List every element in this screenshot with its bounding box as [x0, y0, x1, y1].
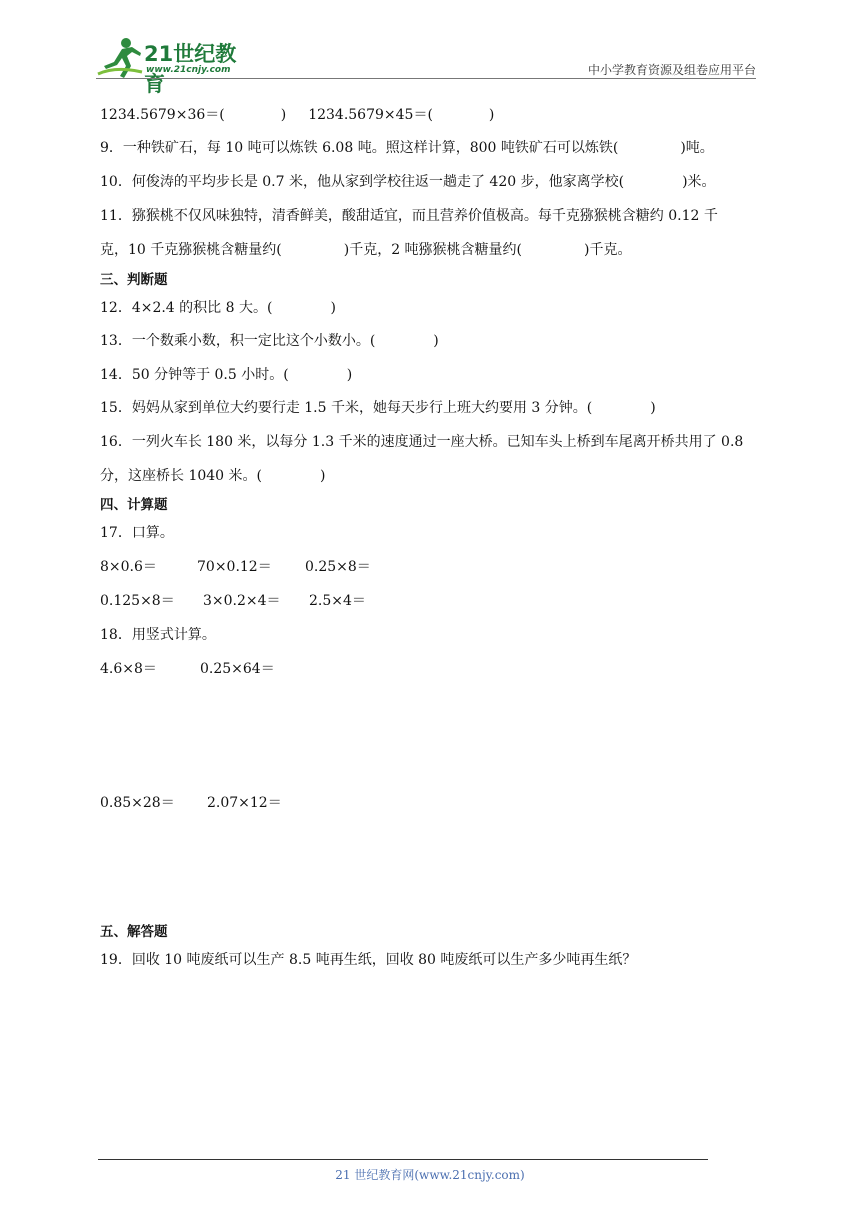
question-13: [100, 331, 439, 351]
oral-calc-item: 70×0.12＝: [197, 559, 272, 575]
paren-close: ): [488, 107, 495, 123]
question-14: [100, 365, 352, 385]
question-11-line1: 11．猕猴桃不仅风味独特，清香鲜美，酸甜适宜，而且营养价值极高。每千克猕猴桃含糖约 0.12 千: [100, 208, 718, 224]
expr-36: 1234.5679×36＝(: [100, 107, 225, 123]
oral-calc-item: 0.125×8＝: [100, 593, 175, 609]
question-13-text: 13．一个数乘小数，积一定比这个小数小。(: [100, 333, 376, 349]
question-10-text: 10．何俊涛的平均步长是 0.7 米，他从家到学校往返一趟走了 420 步，他家离学校(: [100, 174, 625, 190]
answer-paren: ): [346, 367, 353, 383]
footer-link[interactable]: 21 世纪教育网(www.21cnjy.com): [335, 1168, 525, 1182]
answer-paren: ): [330, 300, 336, 316]
question-16-text: 分，这座桥长 1040 米。(: [100, 468, 262, 484]
oral-calc-item: 0.25×8＝: [305, 559, 371, 575]
question-10: [100, 172, 716, 192]
logo-title: 21世纪教育: [144, 42, 237, 96]
question-9-text: 9．一种铁矿石，每 10 吨可以炼铁 6.08 吨。照这样计算，800 吨铁矿石可以炼铁(: [100, 140, 619, 156]
question-16-line1: 16．一列火车长 180 米，以每分 1.3 千米的速度通过一座大桥。已知车头上桥到车尾离开桥共用了 0.8: [100, 434, 744, 450]
footer-divider: [98, 1159, 708, 1160]
vertical-calc-item: 2.07×12＝: [207, 795, 282, 811]
question-9: [100, 138, 714, 158]
question-15: [100, 398, 656, 418]
question-19: 19．回收 10 吨废纸可以生产 8.5 吨再生纸，回收 80 吨废纸可以生产多少吨再生纸？: [100, 952, 637, 968]
question-17: 17．口算。: [100, 525, 174, 541]
oral-calc-item: 2.5×4＝: [309, 593, 366, 609]
question-12-text: 12．4×2.4 的积比 8 大。(: [100, 300, 273, 316]
question-10-unit: )米。: [682, 174, 716, 190]
question-11-part1: 克，10 千克猕猴桃含糖量约(: [100, 242, 282, 258]
section-5-heading: 五、解答题: [100, 924, 168, 940]
header-divider: [96, 78, 756, 79]
section-4-heading: 四、计算题: [100, 497, 168, 513]
answer-paren: ): [650, 400, 656, 416]
question-16-line2: [100, 466, 325, 486]
header-tagline: 中小学教育资源及组卷应用平台: [587, 63, 756, 77]
oral-calc-item: 3×0.2×4＝: [203, 593, 281, 609]
paren-close: ): [280, 107, 287, 123]
oral-calc-item: 8×0.6＝: [100, 559, 157, 575]
expr-45: 1234.5679×45＝(: [308, 107, 433, 123]
site-logo: [96, 36, 256, 96]
question-15-text: 15．妈妈从家到单位大约要行走 1.5 千米，她每天步行上班大约要用 3 分钟。(: [100, 400, 593, 416]
logo-url: www.21cnjy.com: [146, 65, 231, 75]
question-11-part2: )千克，2 吨猕猴桃含糖量约(: [343, 242, 523, 258]
vertical-calc-item: 0.85×28＝: [100, 795, 175, 811]
vertical-calc-item: 0.25×64＝: [200, 661, 275, 677]
question-11-part3: )千克。: [584, 242, 632, 258]
answer-paren: ): [433, 333, 439, 349]
section-3-heading: 三、判断题: [100, 272, 168, 288]
question-8-line: [100, 105, 494, 125]
question-11-line2: [100, 240, 631, 260]
vertical-calc-item: 4.6×8＝: [100, 661, 157, 677]
runner-logo-icon: [96, 36, 144, 80]
question-14-text: 14．50 分钟等于 0.5 小时。(: [100, 367, 289, 383]
question-9-unit: )吨。: [680, 140, 714, 156]
answer-paren: ): [320, 468, 326, 484]
question-18: 18．用竖式计算。: [100, 627, 216, 643]
question-12: [100, 298, 336, 318]
